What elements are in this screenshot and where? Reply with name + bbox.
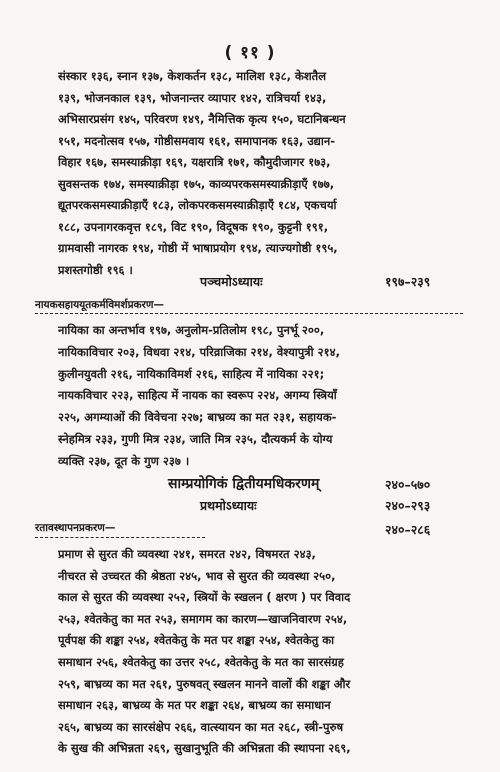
text-line: पूर्वपक्ष की शङ्का २५४, श्वेतकेतु के मत पर शङ्का २५४, श्वेतकेतु का <box>58 633 335 648</box>
text-line: समाधान २५६, श्वेतकेतु का उत्तर २५८, श्वेतकेतु के मत का सारसंग्रह <box>58 654 344 669</box>
text-line: २५३, श्वेतकेतु का मत २५३, समागम का कारण—खाजनिवारण २५४, <box>58 611 348 626</box>
section-heading: रतावस्थापनप्रकरण— <box>35 522 116 534</box>
text-line: विहार १६७, समस्याक्रीड़ा १६९, यक्षरात्रि १७१, कौमुदीजागर १७३, <box>58 155 331 169</box>
text-line: प्रशस्तगोष्ठी १९६ । <box>58 262 133 277</box>
text-line: २५९, बाभ्रव्य का मत २६१, पुरुषवत् स्खलन मानने वालों की शङ्का और <box>58 676 351 691</box>
text-line: नायकविचार २२३, साहित्य में नायक का स्वरूप २२४, अगम्य स्त्रियाँ <box>58 388 337 403</box>
adhikarana-title: साम्प्रयोगिकं द्वितीयमधिकरणम् <box>168 476 320 492</box>
text-line: १५१, मदनोत्सव १५७, गोष्ठीसमवाय १६१, समापानक १६३, उद्यान- <box>58 133 335 148</box>
section-heading: नायकसहाययूतकर्मविमर्शप्रकरण— <box>35 299 165 311</box>
text-line: कुलीनयुवती २१६, नायिकाविमर्श २१६, साहित्य में नायिका २२१; <box>58 366 325 381</box>
text-line: २२५, अगम्याओं की विवेचना २२७; बाभ्रव्य का मत २३१, सहायक- <box>58 410 337 425</box>
section1-paragraph <box>58 320 462 473</box>
text-line: १३९, भोजनकाल १३९, भोजनान्तर व्यापार १४२, रात्रिचर्या १४३, <box>58 90 327 105</box>
text-line: स्नेहमित्र २३३, गुणी मित्र २३४, जाति मित्र २३५, दौत्यकर्म के योग्य <box>58 431 333 446</box>
intro-paragraph <box>58 66 462 281</box>
text-line: ग्रामवासी नागरक १९४, गोष्ठी में भाषाप्रयोग १९४, त्याज्यगोष्ठी १९५, <box>58 241 338 255</box>
section-page-range: २४०–२८६ <box>385 522 431 537</box>
text-line: समाधान २६३, बाभ्रव्य के मत पर शङ्का २६४, बाभ्रव्य का समाधान <box>58 698 331 713</box>
dashed-divider <box>35 537 205 538</box>
chapter-page-range: २४०–२९३ <box>385 498 431 513</box>
section2-paragraph <box>58 544 462 760</box>
text-line: प्रमाण से सुरत की व्यवस्था २४१, समरत २४२, विषमरत २४३, <box>58 547 316 561</box>
text-line: काल से सुरत की व्यवस्था २५२, स्त्रियों के स्खलन ( क्षरण ) पर विवाद <box>58 590 351 605</box>
text-line: २६५, बाभ्रव्य का सारसंक्षेप २६६, वात्स्यायन का मत २६८, स्त्री-पुरुष <box>58 719 344 734</box>
text-line: नीचरत से उच्चरत की श्रेष्ठता २४५, भाव से सुरत की व्यवस्था २५०, <box>58 568 336 583</box>
adhikarana-page-range: २४०–५७० <box>385 477 431 492</box>
chapter-title: प्रथमोऽध्यायः <box>200 498 257 513</box>
text-line: नायिका का अन्तर्भाव १९७, अनुलोम-प्रतिलोम १९८, पुनर्भू २००, <box>58 323 325 337</box>
page-number: ( ११ ) <box>224 43 276 63</box>
text-line: के सुख की अभिन्नता २६९, सुखानुभूति की अभिन्नता की स्थापना २६९, <box>58 741 351 756</box>
text-line: अभिसारप्रसंग १४५, परिवरण १४९, नैमित्तिक कृत्य १५०, घटानिबन्धन <box>58 112 346 126</box>
text-line: व्यक्ति २३७, दूत के गुण २३७ । <box>58 453 190 468</box>
text-line: द्यूतपरकसमस्याक्रीड़ाएँ १८३, लोकपरकसमस्याक्रीड़ाएँ १८४, एकचर्या <box>58 198 337 212</box>
text-line: संस्कार १३६, स्नान १३७, केशकर्तन १३८, मालिश १३८, केशतैल <box>58 69 327 83</box>
chapter-title: पञ्चमोऽध्यायः <box>200 274 263 289</box>
text-line: १८८, उपनागरकवृत्त १८९, विट १९०, विदूषक १९०, कुट्टनी १९१, <box>58 219 329 234</box>
chapter-page-range: १९७–२३९ <box>385 274 431 289</box>
text-line: नायिकाविचार २०३, विधवा २१४, परिव्राजिका २१४, वेश्यापुत्री २१४, <box>58 344 340 359</box>
text-line: सुवसन्तक १७४, समस्याक्रीड़ा १७५, काव्यपरकसमस्याक्रीड़ाएँ १७७, <box>58 176 335 191</box>
dashed-divider <box>35 313 463 314</box>
